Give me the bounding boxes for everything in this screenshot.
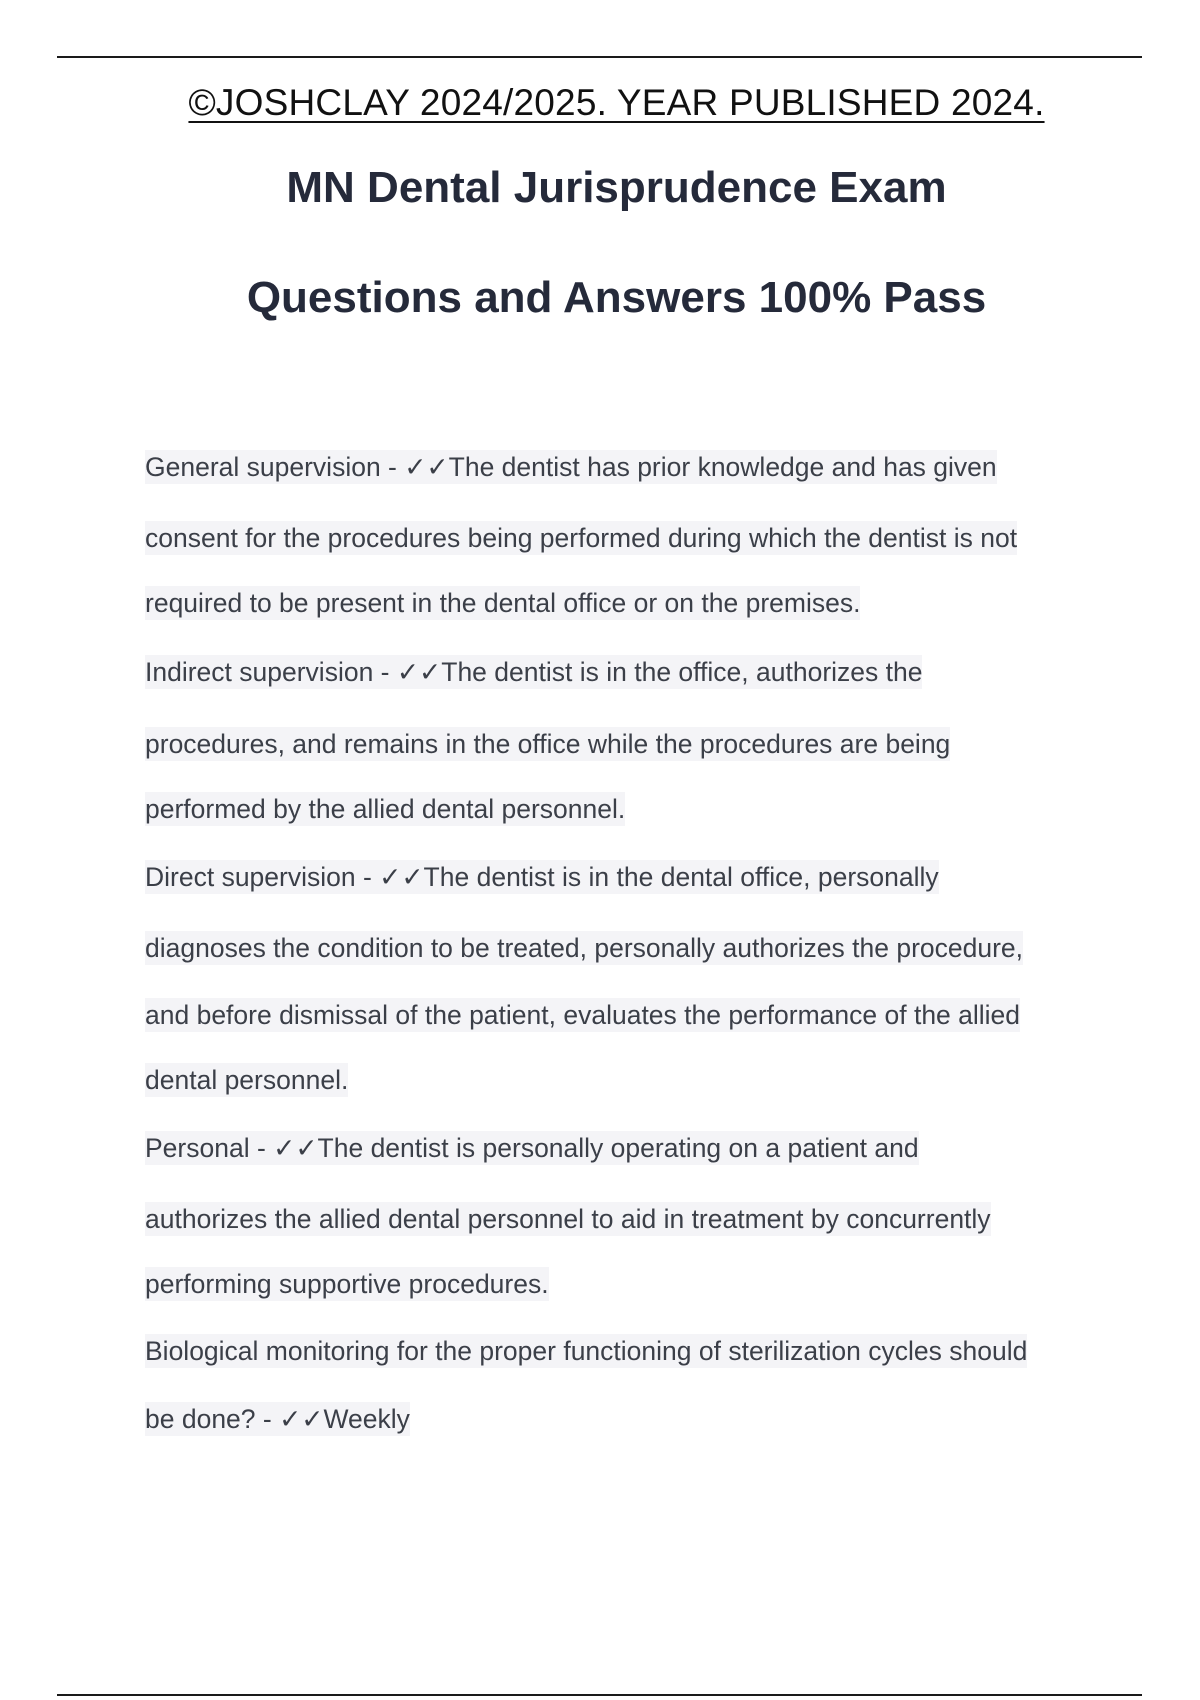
qa-line-text: required to be present in the dental office or on the premises.: [145, 588, 861, 618]
qa-line: [145, 860, 939, 894]
qa-line-text: procedures, and remains in the office while the procedures are being: [145, 729, 951, 759]
qa-line-text: authorizes the allied dental personnel to aid in treatment by concurrently: [145, 1204, 991, 1234]
qa-line-text: and before dismissal of the patient, evaluates the performance of the allied: [145, 1000, 1021, 1030]
qa-line-text: diagnoses the condition to be treated, personally authorizes the procedure,: [145, 933, 1024, 963]
top-rule: [57, 56, 1142, 58]
qa-line: [145, 792, 625, 826]
qa-line: [145, 931, 1023, 965]
qa-line-text: Personal - ✓✓The dentist is personally operating on a patient and: [145, 1133, 919, 1163]
qa-line-text: performing supportive procedures.: [145, 1269, 549, 1299]
qa-line: [145, 1267, 549, 1301]
qa-line-text: General supervision - ✓✓The dentist has prior knowledge and has given: [145, 452, 997, 482]
qa-line-text: performed by the allied dental personnel.: [145, 794, 626, 824]
qa-line: [145, 1063, 348, 1097]
qa-line: [145, 1334, 1027, 1368]
qa-line-text: dental personnel.: [145, 1065, 349, 1095]
qa-line: [145, 521, 1017, 555]
qa-line-text: Indirect supervision - ✓✓The dentist is in the office, authorizes the: [145, 657, 923, 687]
qa-line-text: Direct supervision - ✓✓The dentist is in the dental office, personally: [145, 862, 939, 892]
copyright-header: [0, 78, 1200, 128]
bottom-rule: [57, 1694, 1142, 1696]
qa-line: [145, 586, 860, 620]
document-title-line-2: Questions and Answers 100% Pass: [246, 273, 987, 322]
qa-line: [145, 450, 997, 484]
qa-line: [145, 1202, 991, 1236]
qa-line: [145, 1402, 410, 1436]
copyright-text: ©JOSHCLAY 2024/2025. YEAR PUBLISHED 2024.: [188, 82, 1045, 123]
qa-line: [145, 655, 922, 689]
qa-line: [145, 727, 950, 761]
qa-line-text: Biological monitoring for the proper functioning of sterilization cycles should: [145, 1336, 1028, 1366]
document-title-line-1: MN Dental Jurisprudence Exam: [286, 163, 947, 212]
qa-line: [145, 998, 1020, 1032]
qa-line-text: be done? - ✓✓Weekly: [145, 1404, 410, 1434]
qa-line: [145, 1131, 919, 1165]
qa-line-text: consent for the procedures being performed during which the dentist is not: [145, 523, 1018, 553]
